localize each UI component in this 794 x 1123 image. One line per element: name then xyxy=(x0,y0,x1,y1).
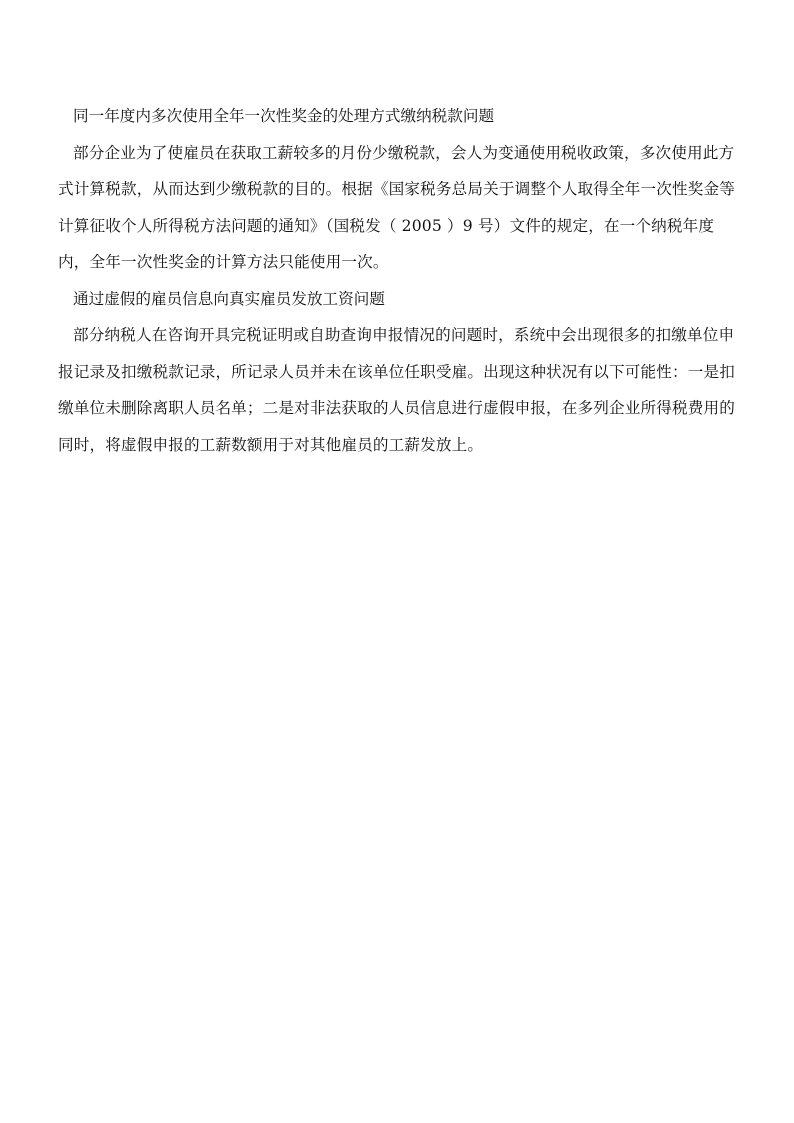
section-heading-2: 通过虚假的雇员信息向真实雇员发放工资问题 xyxy=(73,289,385,308)
section-paragraph-2: 部分纳税人在咨询开具完税证明或自助查询申报情况的问题时，系统中会出现很多的扣缴单位申报记录及扣缴税款记录，所记录人员并未在该单位任职受雇。出现这种状况有以下可能性：一是扣缴单位未删除离职人员名单；二是对非法获取的人员信息进行虚假申报，在多列企业所得税费用的同时，将虚假申报的工薪数额用于对其他雇员的工薪发放上。 xyxy=(58,326,735,454)
document-body xyxy=(58,98,738,463)
section-heading-1: 同一年度内多次使用全年一次性奖金的处理方式缴纳税款问题 xyxy=(73,107,495,125)
section-paragraph-1: 部分企业为了使雇员在获取工薪较多的月份少缴税款，会人为变通使用税收政策，多次使用此方式计算税款，从而达到少缴税款的目的。根据《国家税务总局关于调整个人取得全年一次性奖金等计算征收个人所得税方法问题的通知》（国税发（ 2005 ）9 号）文件的规定，在一个纳税年度内，全年一次性奖金的计算方法只能使用一次。 xyxy=(58,143,735,271)
